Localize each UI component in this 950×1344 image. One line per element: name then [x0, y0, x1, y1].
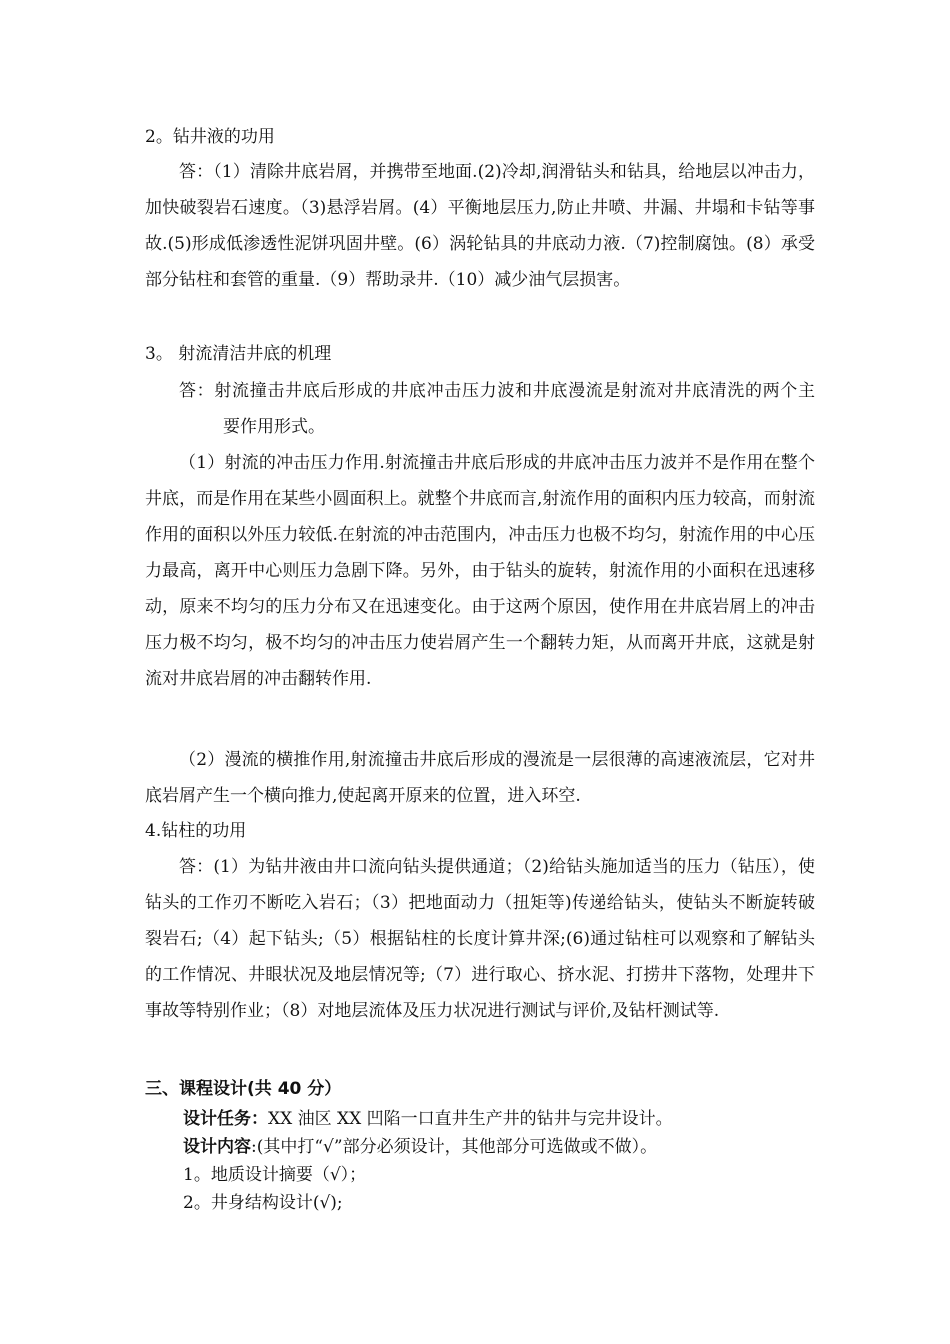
section-3-paragraph-1: （1）射流的冲击压力作用.射流撞击井底后形成的井底冲击压力波并不是作用在整个井底，而是作用在某些小圆面积上。就整个井底而言,射流作用的面积内压力较高，而射流作用的面积以外压力较低.在射流的冲击范围内，冲击压力也极不均匀，射流作用的中心压力最高，离开中心则压力急剧下降。另外，由于钻头的旋转，射流作用的小面积在迅速移动，原来不均匀的压力分布又在迅速变化。由于这两个原因，使作用在井底岩屑上的冲击压力极不均匀，极不均匀的冲击压力使岩屑产生一个翻转力矩，从而离开井底，这就是射流对井底岩屑的冲击翻转作用. [145, 453, 815, 689]
section-3-answer-part1: 答：射流撞击井底后形成的井底冲击压力波和井底漫流是射流对井底清洗的两个主 [179, 381, 815, 401]
section-4-heading: 4.钻柱的功用 [145, 821, 247, 841]
section-2-answer: 答：（1）清除井底岩屑，并携带至地面.(2)冷却,润滑钻头和钻具，给地层以冲击力，加快破裂岩石速度。（3)悬浮岩屑。(4）平衡地层压力,防止井喷、井漏、井塌和卡钻等事故.(5)形成低渗透性泥饼巩固井壁。(6）涡轮钻具的井底动力液.（7)控制腐蚀。(8）承受部分钻柱和套管的重量.（9）帮助录井.（10）减少油气层损害。 [145, 162, 815, 290]
section-2-heading: 2。钻井液的功用 [145, 127, 275, 147]
section-3-heading: 3。 射流清洁井底的机理 [145, 344, 332, 364]
section-3-paragraph-2: （2）漫流的横推作用,射流撞击井底后形成的漫流是一层很薄的高速液流层，它对井底岩屑产生一个横向推力,使起离开原来的位置，进入环空. [145, 750, 815, 806]
design-item-1: 1。地质设计摘要（√）； [183, 1165, 367, 1185]
design-task-text: XX 油区 XX 凹陷一口直井生产井的钻井与完井设计。 [268, 1109, 673, 1129]
design-content-line [183, 1134, 657, 1160]
design-content-text: :(其中打“√”部分必须设计，其他部分可选做或不做）。 [251, 1137, 658, 1157]
section-3-answer-part2: 要作用形式。 [223, 417, 325, 437]
design-item-2: 2。井身结构设计(√); [183, 1193, 343, 1213]
design-content-label: 设计内容 [183, 1137, 251, 1157]
section-4-answer: 答：(1）为钻井液由井口流向钻头提供通道；（2)给钻头施加适当的压力（钻压），使钻头的工作刃不断吃入岩石；（3）把地面动力（扭矩等)传递给钻头，使钻头不断旋转破裂岩石;（4）起下钻头;（5）根据钻柱的长度计算井深;(6)通过钻柱可以观察和了解钻头的工作情况、井眼状况及地层情况等;（7）进行取心、挤水泥、打捞井下落物，处理井下事故等特别作业；（8）对地层流体及压力状况进行测试与评价,及钻杆测试等. [145, 857, 815, 1021]
section-3-answer [145, 373, 815, 445]
design-task-line [183, 1106, 673, 1132]
design-task-label: 设计任务： [183, 1109, 268, 1129]
course-design-heading: 三、课程设计(共 40 分） [145, 1079, 342, 1099]
